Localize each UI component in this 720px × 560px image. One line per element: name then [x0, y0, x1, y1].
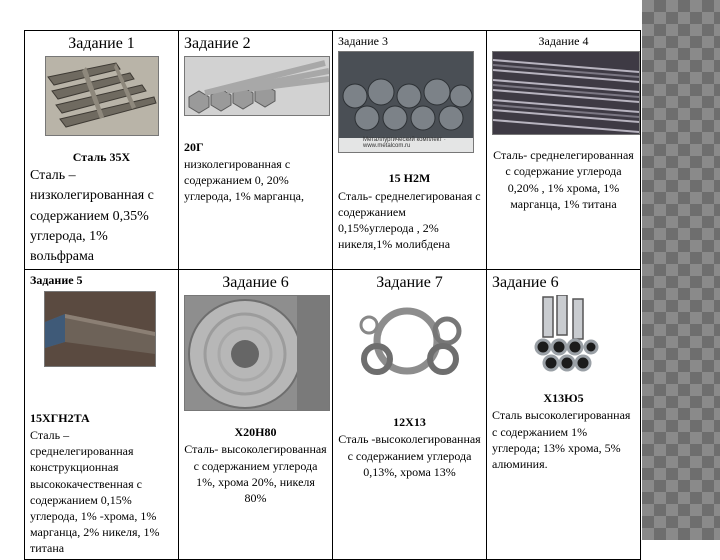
task-description: Сталь – среднелегированная конструкционная высококачественная с содержанием 0,15% углерода, 1% -хрома, 1% марганца, 2% никеля, 1% титана — [30, 428, 160, 556]
task-title: Задание 7 — [376, 274, 443, 292]
task-title: Задание 3 — [338, 34, 388, 48]
steel-grade: 12Х13 — [393, 415, 426, 430]
steel-pipes-icon — [529, 295, 599, 377]
task-cell-5 — [25, 270, 179, 559]
side-pattern — [642, 0, 720, 540]
task-title: Задание 6 — [222, 274, 289, 292]
task-description: Сталь- высоколегированная с содержанием углерода 1%, хрома 20%, никеля 80% — [184, 442, 327, 506]
task-title: Задание 1 — [68, 35, 135, 52]
task-description: Сталь высоколегированная с содержанием 1% углерода; 13% хрома, 5% алюминия. — [492, 408, 631, 472]
steel-grade: Х13Ю5 — [543, 391, 584, 406]
task-description: Сталь- среднелегированная с содержание углерода 0,20% , 1% хрома, 1% марганца, 1% титана — [493, 148, 634, 211]
steel-rings-icon — [351, 295, 469, 383]
steel-grade: 15ХГН2ТА — [30, 410, 90, 425]
task-title: Задание 6 — [492, 274, 559, 292]
task-description: Сталь- среднелегированая с содержанием 0,15%углерода , 2% никеля,1% молибдена — [338, 188, 481, 252]
steel-grade: 15 Н2М — [388, 171, 431, 186]
task-title: Задание 2 — [184, 35, 251, 52]
thin-steel-rods-icon — [492, 51, 640, 135]
task-cell-1 — [25, 31, 179, 270]
task-description: Сталь – низколегированная с содержанием 0,35% углерода, 1% вольфрама — [30, 167, 154, 265]
image-caption: Металлургический комплект · www.metalcom.ru — [363, 137, 446, 150]
steel-grade: 20Г — [184, 139, 204, 154]
steel-coil-icon — [184, 295, 330, 411]
task-description: низколегированная с содержанием 0, 20% углерода, 1% марганца, — [184, 156, 304, 204]
steel-grade: Х20Н80 — [234, 425, 277, 440]
task-cell-8 — [487, 270, 641, 559]
task-description: Сталь -высоколегированная с содержанием углерода 0,13%, хрома 13% — [338, 432, 481, 479]
square-steel-bar-icon — [44, 291, 156, 367]
steel-grade: Сталь 35Х — [72, 149, 131, 164]
task-title: Задание 4 — [538, 34, 589, 48]
tasks-table — [24, 30, 641, 560]
task-cell-3 — [333, 31, 487, 270]
angle-steel-bars-icon — [45, 56, 159, 136]
task-cell-6 — [179, 270, 333, 559]
task-cell-2 — [179, 31, 333, 270]
round-steel-bars-icon — [338, 51, 474, 153]
task-title: Задание 5 — [30, 273, 83, 288]
task-cell-4 — [487, 31, 641, 270]
hexagonal-steel-rods-icon — [184, 56, 330, 116]
task-cell-7 — [333, 270, 487, 559]
